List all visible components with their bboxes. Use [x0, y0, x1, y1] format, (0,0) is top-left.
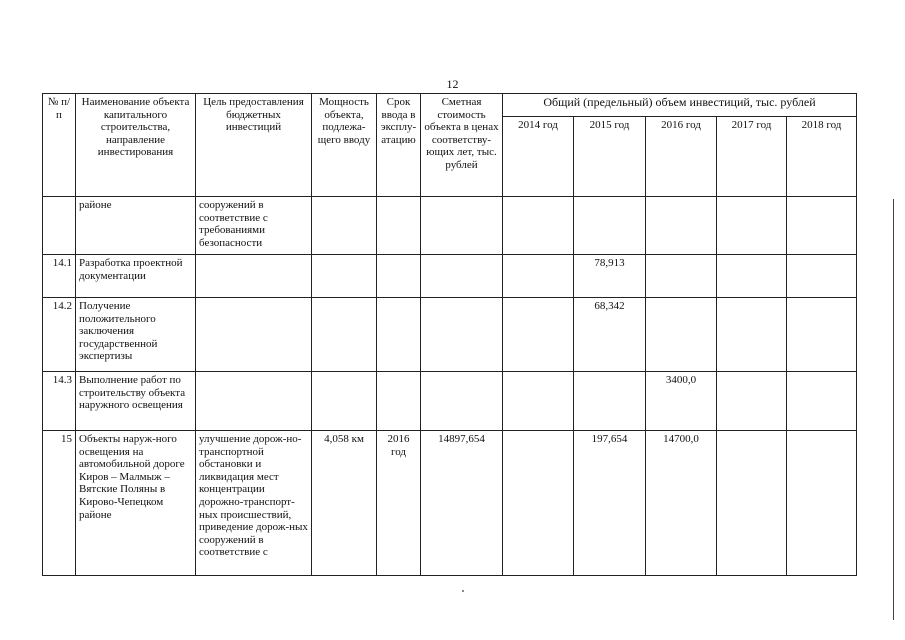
row-purpose — [196, 298, 312, 372]
header-row-top — [43, 94, 857, 117]
header-cost: Сметная стоимость объекта в ценах соответству-ющих лет, тыс. рублей — [421, 94, 503, 197]
header-total-investment: Общий (предельный) объем инвестиций, тыс. рублей — [503, 94, 857, 117]
row-purpose: сооружений в соответствие с требованиями безопасности — [196, 197, 312, 255]
header-year-2014: 2014 год — [503, 117, 574, 197]
page-edge-rule — [893, 199, 894, 620]
row-num: 14.1 — [43, 255, 76, 298]
header-year-2018: 2018 год — [787, 117, 857, 197]
row-2015: 197,654 — [574, 431, 646, 576]
row-2016: 14700,0 — [646, 431, 717, 576]
page-number: 12 — [446, 77, 459, 91]
row-2017 — [717, 197, 787, 255]
row-2017 — [717, 372, 787, 431]
row-2014 — [503, 431, 574, 576]
row-purpose — [196, 372, 312, 431]
row-num: 14.3 — [43, 372, 76, 431]
row-2015 — [574, 372, 646, 431]
row-name: Объекты наруж-ного освещения на автомобильной дороге Киров – Малмыж – Вятские Поляны в Кирово-Чепецком районе — [76, 431, 196, 576]
row-2015: 68,342 — [574, 298, 646, 372]
row-2018 — [787, 197, 857, 255]
row-capacity — [312, 197, 377, 255]
row-2018 — [787, 255, 857, 298]
row-2014 — [503, 372, 574, 431]
row-2015: 78,913 — [574, 255, 646, 298]
row-capacity: 4,058 км — [312, 431, 377, 576]
row-2018 — [787, 372, 857, 431]
header-capacity: Мощность объекта, подлежа-щего вводу — [312, 94, 377, 197]
row-2014 — [503, 298, 574, 372]
row-capacity — [312, 372, 377, 431]
row-num: 14.2 — [43, 298, 76, 372]
investment-table — [42, 93, 857, 576]
row-num: 15 — [43, 431, 76, 576]
row-2017 — [717, 255, 787, 298]
row-2016: 3400,0 — [646, 372, 717, 431]
row-2017 — [717, 298, 787, 372]
row-cost — [421, 255, 503, 298]
row-2014 — [503, 255, 574, 298]
row-2015 — [574, 197, 646, 255]
header-num: № п/п — [43, 94, 76, 197]
table-row — [43, 431, 857, 576]
header-year-2017: 2017 год — [717, 117, 787, 197]
table-row — [43, 255, 857, 298]
table-row — [43, 372, 857, 431]
row-term — [377, 298, 421, 372]
row-term: 2016 год — [377, 431, 421, 576]
row-2016 — [646, 197, 717, 255]
row-name: Получение положительного заключения государственной экспертизы — [76, 298, 196, 372]
row-purpose — [196, 255, 312, 298]
row-name: Разработка проектной документации — [76, 255, 196, 298]
header-term: Срок ввода в эксплу-атацию — [377, 94, 421, 197]
row-capacity — [312, 255, 377, 298]
row-term — [377, 372, 421, 431]
scan-speck — [462, 590, 464, 592]
header-name: Наименование объекта капитального строительства, направление инвестирования — [76, 94, 196, 197]
row-2014 — [503, 197, 574, 255]
row-2016 — [646, 255, 717, 298]
row-2017 — [717, 431, 787, 576]
row-cost: 14897,654 — [421, 431, 503, 576]
row-cost — [421, 197, 503, 255]
row-name: Выполнение работ по строительству объекта наружного освещения — [76, 372, 196, 431]
row-purpose: улучшение дорож-но-транспортной обстановки и ликвидация мест концентрации дорожно-транспорт-ных происшествий, приведение дорож-ных сооружений в соответствие с — [196, 431, 312, 576]
table-row — [43, 298, 857, 372]
header-year-2015: 2015 год — [574, 117, 646, 197]
table-row — [43, 197, 857, 255]
row-name: районе — [76, 197, 196, 255]
row-2018 — [787, 298, 857, 372]
row-cost — [421, 372, 503, 431]
header-purpose: Цель предоставления бюджетных инвестиций — [196, 94, 312, 197]
row-term — [377, 255, 421, 298]
row-2016 — [646, 298, 717, 372]
row-term — [377, 197, 421, 255]
row-capacity — [312, 298, 377, 372]
row-num — [43, 197, 76, 255]
row-2018 — [787, 431, 857, 576]
header-year-2016: 2016 год — [646, 117, 717, 197]
row-cost — [421, 298, 503, 372]
